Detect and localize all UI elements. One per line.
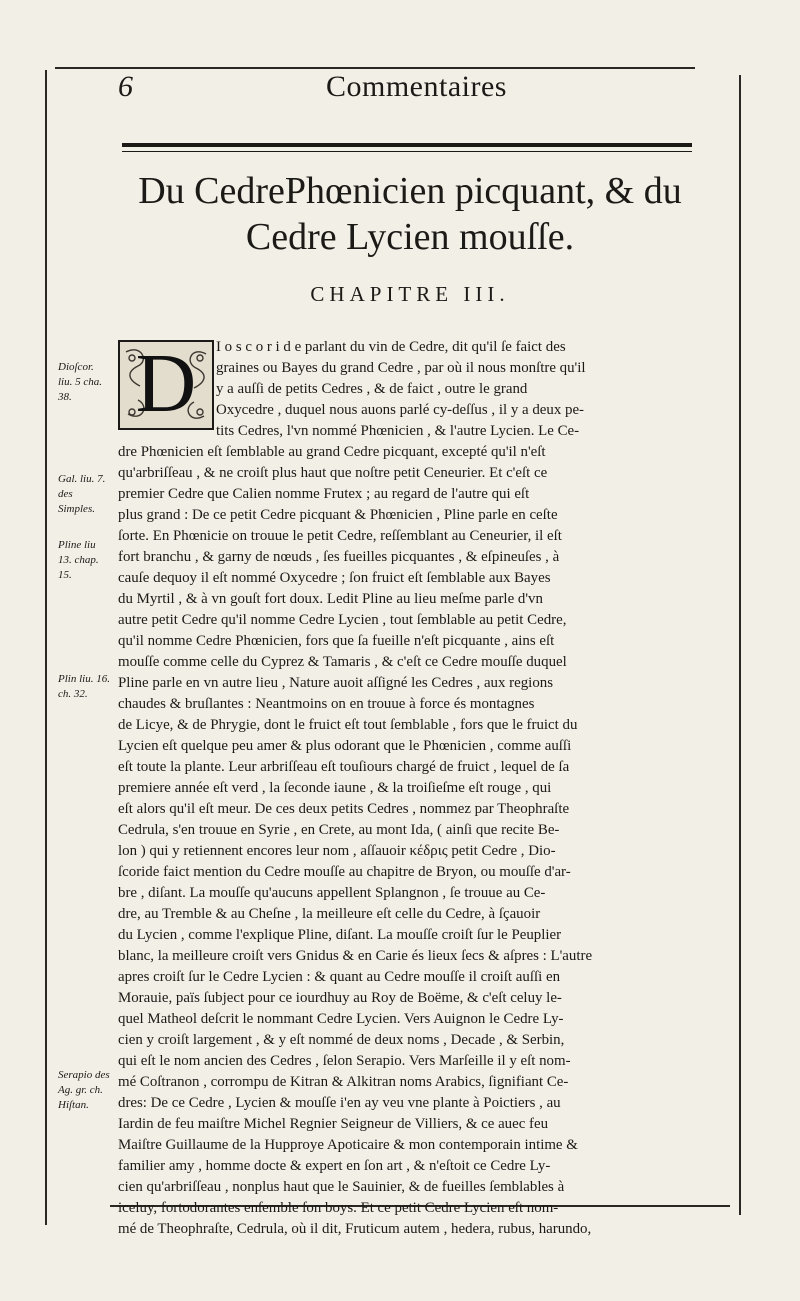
frame-right-rule bbox=[739, 75, 741, 1215]
text-line: qu'il nomme Cedre Phœnicien, fors que ſa fueille n'eſt picquante , ains eſt bbox=[118, 633, 555, 649]
text-line: Maiſtre Guillaume de la Hupproye Apoticaire & mon contemporain intime & bbox=[118, 1137, 578, 1153]
text-line: blanc, la meilleure croiſt vers Gnidus & en Carie és lieux ſecs & aſpres : L'autre bbox=[118, 948, 593, 964]
text-line: chaudes & bruſlantes : Neantmoins on en trouue à force és montagnes bbox=[118, 696, 535, 712]
text-line: eſt alors qu'il eſt meur. De ces deux petits Cedres , nommez par Theophraſte bbox=[118, 801, 570, 817]
text-line: lon ) qui y retiennent encores leur nom , aſſauoir κέδρις petit Cedre , Dio- bbox=[118, 843, 556, 859]
text-line: cien y croiſt largement , & y eſt nommé de deux noms , Decade , & Serbin, bbox=[118, 1032, 565, 1048]
text-line: cien qu'arbriſſeau , nonplus haut que le Sauinier, & de fueilles ſemblables à bbox=[118, 1179, 565, 1195]
text-line: Morauie, païs ſubject pour ce iourdhuy au Roy de Boëme, & c'eſt celuy le- bbox=[118, 990, 562, 1006]
text-line: graines ou Bayes du grand Cedre , par où il nous monſtre qu'il bbox=[216, 360, 586, 376]
margin-note: Pline liu 13. chap. 15. bbox=[58, 539, 99, 581]
text-line: familier amy , homme docte & expert en ſon art , & n'eſtoit ce Cedre Ly- bbox=[118, 1158, 551, 1174]
text-line: Oxycedre , duquel nous auons parlé cy-deſſus , il y a deux pe- bbox=[216, 402, 585, 418]
text-line: autre petit Cedre qu'il nomme Cedre Lycien , tout ſemblable au petit Cedre, bbox=[118, 612, 567, 628]
chapter-label: CHAPITRE III. bbox=[310, 282, 510, 306]
text-line: Cedrula, s'en trouue en Syrie , en Crete, au mont Ida, ( ainſi que recite Be- bbox=[118, 822, 560, 838]
text-line: premiere année eſt verd , la ſeconde iaune , & la troiſieſme eſt rouge , qui bbox=[118, 780, 552, 796]
text-line: y a auſſi de petits Cedres , & de faict , outre le grand bbox=[216, 381, 528, 397]
text-line: cauſe dequoy il eſt nommé Oxycedre ; ſon fruict eſt ſemblable aux Bayes bbox=[118, 570, 551, 586]
text-line: Lycien eſt quelque peu amer & plus odorant que le Phœnicien , comme auſſi bbox=[118, 738, 572, 754]
page-number: 6 bbox=[118, 70, 133, 103]
text-line: ſorte. En Phœnicie on trouue le petit Cedre, reſſemblant au Ceneurier, il eſt bbox=[118, 528, 562, 544]
text-line: premier Cedre que Calien nomme Frutex ; au regard de l'autre qui eſt bbox=[118, 486, 530, 502]
margin-note: Dioſcor. liu. 5 cha. 38. bbox=[58, 361, 102, 403]
chapter-title-line-1: Du CedrePhœnicien picquant, & du bbox=[138, 170, 682, 212]
running-head: Commentaires bbox=[326, 70, 507, 103]
frame-top-rule bbox=[55, 67, 695, 69]
text-line: iceluy, fortodorantes enſemble ſon boys. Et ce petit Cedre Lycien eſt nom- bbox=[118, 1200, 559, 1216]
text-line: de Licye, & de Phrygie, dont le fruict eſt tout ſemblable , fors que le fruict du bbox=[118, 717, 578, 733]
header-rule-thin bbox=[122, 151, 692, 152]
text-line: ſcoride faict mention du Cedre mouſſe au chapitre de Bryon, ou mouſſe d'ar- bbox=[118, 864, 571, 880]
text-line: qu'arbriſſeau , & ne croiſt plus haut que noſtre petit Ceneurier. Et c'eſt ce bbox=[118, 465, 548, 481]
text-line: dres: De ce Cedre , Lycien & mouſſe i'en ay veu vne plante à Poictiers , au bbox=[118, 1095, 561, 1111]
text-line: plus grand : De ce petit Cedre picquant & Phœnicien , Pline parle en ceſte bbox=[118, 507, 558, 523]
body-text bbox=[118, 337, 710, 1240]
margin-note: Gal. liu. 7. des Simples. bbox=[58, 473, 106, 515]
drop-cap bbox=[118, 337, 214, 430]
margin-note: Plin liu. 16. ch. 32. bbox=[58, 673, 110, 700]
text-line: Iardin de feu maiſtre Michel Regnier Seigneur de Villiers, & ce auec feu bbox=[118, 1116, 549, 1132]
text-line: qui eſt le nom ancien des Cedres , ſelon Serapio. Vers Marſeille il y eſt nom- bbox=[118, 1053, 571, 1069]
chapter-title bbox=[120, 168, 700, 260]
text-line: mé Coſtranon , corrompu de Kitran & Alkitran noms Arabics, ſignifiant Ce- bbox=[118, 1074, 569, 1090]
frame-left-rule bbox=[45, 70, 47, 1225]
text-line: Pline parle en vn autre lieu , Nature auoit aſſigné les Cedres , aux regions bbox=[118, 675, 553, 691]
text-line: quel Matheol deſcrit le nommant Cedre Lycien. Vers Auignon le Cedre Ly- bbox=[118, 1011, 564, 1027]
header-rule-thick bbox=[122, 143, 692, 147]
text-line: I o s c o r i d e parlant du vin de Cedre, dit qu'il ſe faict des bbox=[216, 339, 566, 355]
text-line: mouſſe comme celle du Cyprez & Tamaris , & c'eſt ce Cedre mouſſe duquel bbox=[118, 654, 567, 670]
text-line: dre, au Tremble & au Cheſne , la meilleure eſt celle du Cedre, à ſçauoir bbox=[118, 906, 541, 922]
text-line: du Lycien , comme l'explique Pline, diſant. La mouſſe croiſt ſur le Peuplier bbox=[118, 927, 562, 943]
text-line: apres croiſt ſur le Cedre Lycien : & quant au Cedre mouſſe il croiſt auſſi en bbox=[118, 969, 561, 985]
text-line: dre Phœnicien eſt ſemblable au grand Cedre picquant, excepté qu'il n'eſt bbox=[118, 444, 546, 460]
text-line: mé de Theophraſte, Cedrula, où il dit, Fruticum autem , hedera, rubus, harundo, bbox=[118, 1221, 592, 1237]
text-line: tits Cedres, l'vn nommé Phœnicien , & l'autre Lycien. Le Ce- bbox=[216, 423, 580, 439]
drop-cap-letter: D bbox=[135, 337, 197, 430]
text-line: fort branchu , & garny de nœuds , ſes fueilles picquantes , & eſpineuſes , à bbox=[118, 549, 560, 565]
chapter-title-line-2: Cedre Lycien mouſſe. bbox=[245, 216, 575, 258]
text-line: eſt toute la plante. Leur arbriſſeau eſt touſiours chargé de fruict , lequel de ſa bbox=[118, 759, 570, 775]
text-line: bre , diſant. La mouſſe qu'aucuns appellent Splangnon , ſe trouue au Ce- bbox=[118, 885, 546, 901]
margin-note: Serapio des Ag. gr. ch. Hiſtan. bbox=[58, 1069, 110, 1111]
text-line: du Myrtil , & à vn gouſt fort doux. Ledit Pline au lieu meſme parle d'vn bbox=[118, 591, 543, 607]
